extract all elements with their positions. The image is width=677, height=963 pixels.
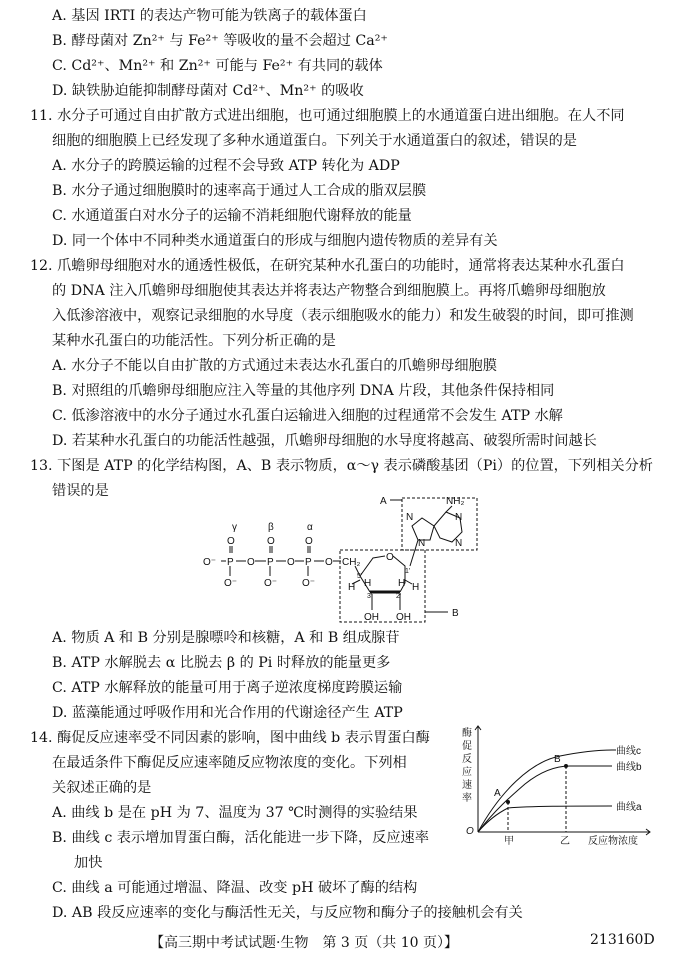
q12-option-a: A. 水分子不能以自由扩散的方式通过未表达水孔蛋白的爪蟾卵母细胞膜 (52, 358, 497, 374)
ylabel-char-2: 促 (462, 741, 472, 752)
substance-a-label: A (380, 496, 387, 507)
h-left: H (348, 582, 356, 593)
q14-stem-line2: 在最适条件下酶促反应速率随反应物浓度的变化。下列相 (52, 755, 407, 771)
footer-code: 213160D (590, 932, 655, 948)
reaction-rate-graph (460, 722, 660, 852)
curve-a (478, 806, 612, 832)
q12-option-d: D. 若某种水孔蛋白的功能活性越强，爪蟾卵母细胞的水导度将越高、破裂所需时间越长 (52, 433, 597, 449)
q13-option-b: B. ATP 水解脱去 α 比脱去 β 的 Pi 时释放的能量更多 (52, 655, 391, 671)
q12-stem-line1: 12. 爪蟾卵母细胞对水的通透性极低，在研究某种水孔蛋白的功能时，通常将表达某种水孔蛋白 (30, 258, 625, 274)
n7-label: N (406, 512, 414, 523)
prev-option-a: A. 基因 IRTI 的表达产物可能为铁离子的载体蛋白 (52, 8, 367, 24)
p-gamma: P (227, 557, 234, 568)
o-bridge-1: O (247, 557, 255, 568)
q13-option-d: D. 蓝藻能通过呼吸作用和光合作用的代谢途径产生 ATP (52, 705, 403, 721)
p-beta: P (267, 557, 274, 568)
q14-stem-line3: 关叙述正确的是 (52, 780, 152, 796)
substance-b-label: B (452, 608, 459, 619)
c5-label: 5' (357, 573, 363, 580)
o-beta-bottom: O⁻ (264, 578, 278, 589)
x-axis-label: 反应物浓度 (588, 836, 638, 847)
gamma-label: γ (232, 522, 237, 533)
q14-stem-line1: 14. 酶促反应速率受不同因素的影响，图中曲线 b 表示胃蛋白酶 (30, 730, 430, 746)
n1-label: N (455, 512, 463, 523)
q11-stem-line1: 11. 水分子可通过自由扩散方式进出细胞，也可通过细胞膜上的水通道蛋白进出细胞。在人不同 (30, 108, 625, 124)
o-alpha-bottom: O⁻ (302, 578, 316, 589)
o-alpha-top: O (305, 536, 313, 547)
point-b (564, 764, 568, 768)
ylabel-char-3: 反 (462, 754, 472, 765)
curve-b-label: 曲线b (616, 762, 642, 773)
curve-a-label: 曲线a (616, 802, 642, 813)
oh-left: OH (364, 612, 379, 623)
q12-stem-line2: 的 DNA 注入爪蟾卵母细胞使其表达并将表达产物整合到细胞膜上。再将爪蟾卵母细胞放 (52, 283, 606, 299)
ylabel-char-4: 应 (462, 767, 472, 778)
q13-stem-line1: 13. 下图是 ATP 的化学结构图，A、B 表示物质，α～γ 表示磷酸基团（Pi）的位置，下列相关分析 (30, 458, 653, 474)
q13-option-c: C. ATP 水解释放的能量可用于离子逆浓度梯度跨膜运输 (52, 680, 403, 696)
n9-label: N (418, 538, 426, 549)
q13-option-a: A. 物质 A 和 B 分别是腺嘌呤和核糖，A 和 B 组成腺苷 (52, 630, 400, 646)
x-tick-jia: 甲 (504, 836, 514, 847)
h-right: H (412, 582, 420, 593)
q11-option-c: C. 水通道蛋白对水分子的运输不消耗细胞代谢释放的能量 (52, 208, 412, 224)
c2-label: 2' (396, 593, 402, 600)
alpha-label: α (307, 522, 313, 533)
q12-option-b: B. 对照组的爪蟾卵母细胞应注入等量的其他序列 DNA 片段，其他条件保持相同 (52, 383, 555, 399)
c3-label: 3' (367, 593, 373, 600)
curve-b (478, 766, 612, 832)
o-minus-left: O⁻ (203, 557, 217, 568)
o-beta-top: O (267, 536, 275, 547)
q11-option-a: A. 水分子的跨膜运输的过程不会导致 ATP 转化为 ADP (52, 158, 400, 174)
point-b-label: B (554, 754, 561, 765)
c1-label: 1' (405, 568, 411, 575)
ylabel-char-6: 率 (462, 793, 472, 804)
q11-stem-line2: 细胞的细胞膜上已经发现了多种水通道蛋白。下列关于水通道蛋白的叙述，错误的是 (52, 133, 577, 149)
prev-option-d: D. 缺铁胁迫能抑制酵母菌对 Cd²⁺、Mn²⁺ 的吸收 (52, 83, 364, 99)
h-c4: H (364, 578, 372, 589)
q14-option-b-cont: 加快 (74, 855, 103, 871)
curve-c-label: 曲线c (616, 746, 641, 757)
n3-label: N (455, 538, 463, 549)
q12-stem-line3: 入低渗溶液中，观察记录细胞的水导度（表示细胞吸水的能力）和发生破裂的时间，即可推测 (52, 308, 634, 324)
q11-option-b: B. 水分子通过细胞膜时的速率高于通过人工合成的脂双层膜 (52, 183, 427, 199)
h-c1: H (398, 578, 406, 589)
footer-title: 【高三期中考试试题·生物 第 3 页（共 10 页）】 (150, 935, 458, 951)
ch2-label: CH₂ (342, 557, 361, 568)
prev-option-b: B. 酵母菌对 Zn²⁺ 与 Fe²⁺ 等吸收的量不会超过 Ca²⁺ (52, 33, 388, 49)
q12-stem-line4: 某种水孔蛋白的功能活性。下列分析正确的是 (52, 333, 336, 349)
origin-label: O (466, 826, 474, 837)
prev-option-c: C. Cd²⁺、Mn²⁺ 和 Zn²⁺ 可能与 Fe²⁺ 有共同的载体 (52, 58, 383, 74)
p-alpha: P (305, 557, 312, 568)
o-bridge-2: O (287, 557, 295, 568)
ring-o: O (386, 552, 394, 563)
o-gamma-bottom: O⁻ (224, 578, 238, 589)
o-gamma-top: O (227, 536, 235, 547)
ylabel-char-1: 酶 (462, 728, 472, 739)
o-bridge-3: O (325, 557, 333, 568)
q12-option-c: C. 低渗溶液中的水分子通过水孔蛋白运输进入细胞的过程通常不会发生 ATP 水解 (52, 408, 563, 424)
atp-structure-figure (190, 488, 490, 624)
point-a-label: A (494, 788, 501, 799)
oh-right: OH (396, 612, 411, 623)
q11-option-d: D. 同一个体中不同种类水通道蛋白的形成与细胞内遗传物质的差异有关 (52, 233, 498, 249)
x-tick-yi: 乙 (560, 836, 570, 847)
q13-stem-line2: 错误的是 (52, 483, 109, 499)
q14-option-c: C. 曲线 a 可能通过增温、降温、改变 pH 破坏了酶的结构 (52, 880, 418, 896)
nh2-label: NH₂ (446, 496, 465, 507)
beta-label: β (268, 522, 274, 533)
point-a (506, 800, 510, 804)
q14-option-d: D. AB 段反应速率的变化与酶活性无关，与反应物和酶分子的接触机会有关 (52, 905, 523, 921)
q14-option-b: B. 曲线 c 表示增加胃蛋白酶，活化能进一步下降，反应速率 (52, 830, 429, 846)
q14-option-a: A. 曲线 b 是在 pH 为 7、温度为 37 ℃时测得的实验结果 (52, 805, 418, 821)
ylabel-char-5: 速 (462, 780, 472, 791)
